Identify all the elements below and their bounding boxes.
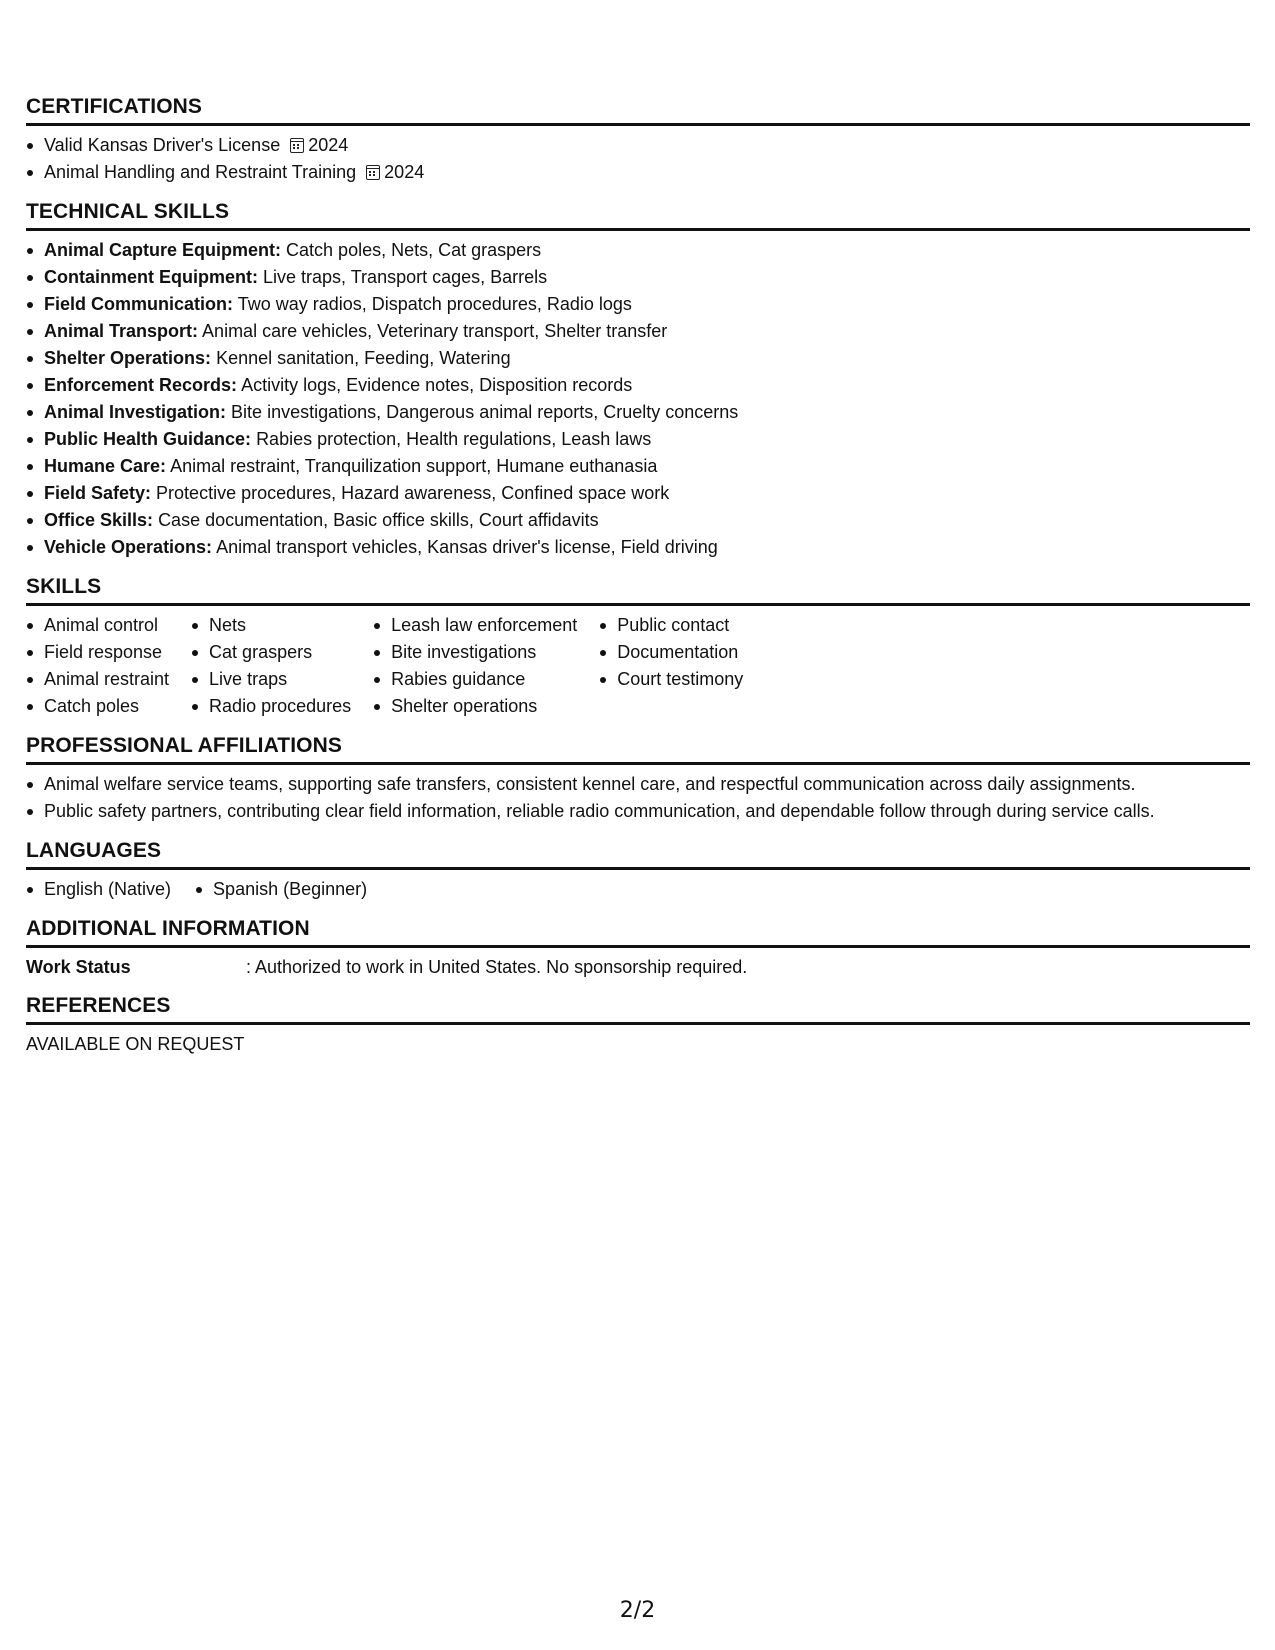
skill-value: Animal transport vehicles, Kansas driver's license, Field driving: [216, 537, 718, 557]
info-row: [26, 954, 1250, 980]
affiliations-section: [26, 734, 1250, 825]
list-item: [26, 507, 1250, 534]
languages-heading: LANGUAGES: [26, 839, 1250, 870]
skill-label: Animal Capture Equipment:: [44, 240, 282, 260]
skill-label: Containment Equipment:: [44, 267, 258, 287]
list-item: Documentation: [599, 639, 743, 666]
skill-label: Office Skills:: [44, 510, 154, 530]
skills-heading: SKILLS: [26, 575, 1250, 606]
list-item: Bite investigations: [373, 639, 577, 666]
list-item: [26, 264, 1250, 291]
technical-skills-list: [26, 237, 1250, 561]
languages-section: [26, 839, 1250, 903]
skill-label: Shelter Operations:: [44, 348, 212, 368]
skill-value: Case documentation, Basic office skills, Court affidavits: [158, 510, 599, 530]
list-item: Nets: [191, 612, 351, 639]
list-item: [26, 318, 1250, 345]
list-item: English (Native): [26, 876, 171, 903]
affiliations-heading: PROFESSIONAL AFFILIATIONS: [26, 734, 1250, 765]
skill-label: Public Health Guidance:: [44, 429, 252, 449]
list-item: [26, 372, 1250, 399]
calendar-icon: [290, 138, 304, 153]
list-item: Catch poles: [26, 693, 169, 720]
list-item: [26, 345, 1250, 372]
list-item: [26, 426, 1250, 453]
skill-value: Animal care vehicles, Veterinary transport, Shelter transfer: [202, 321, 668, 341]
list-item: [26, 291, 1250, 318]
skills-section: [26, 575, 1250, 720]
skills-column-1: [26, 612, 169, 720]
certifications-list: [26, 132, 1250, 186]
references-heading: REFERENCES: [26, 994, 1250, 1025]
certifications-heading: CERTIFICATIONS: [26, 95, 1250, 126]
technical-skills-section: [26, 200, 1250, 561]
info-value: : Authorized to work in United States. No sponsorship required.: [246, 957, 748, 977]
skills-column-3: [373, 612, 577, 720]
list-item: Leash law enforcement: [373, 612, 577, 639]
skill-value: Protective procedures, Hazard awareness, Confined space work: [156, 483, 670, 503]
list-item: Shelter operations: [373, 693, 577, 720]
certification-name: Valid Kansas Driver's License: [44, 135, 281, 155]
skill-value: Catch poles, Nets, Cat graspers: [286, 240, 542, 260]
references-section: [26, 994, 1250, 1057]
list-item: Rabies guidance: [373, 666, 577, 693]
list-item: [26, 453, 1250, 480]
languages-list: [26, 876, 1250, 903]
list-item: Spanish (Beginner): [195, 876, 367, 903]
list-item: Animal restraint: [26, 666, 169, 693]
list-item: Court testimony: [599, 666, 743, 693]
skill-value: Live traps, Transport cages, Barrels: [263, 267, 548, 287]
skill-value: Two way radios, Dispatch procedures, Radio logs: [237, 294, 632, 314]
page-number: 2/2: [619, 1598, 656, 1623]
list-item: Field response: [26, 639, 169, 666]
references-text: AVAILABLE ON REQUEST: [26, 1034, 245, 1054]
skill-label: Field Communication:: [44, 294, 233, 314]
skill-value: Activity logs, Evidence notes, Disposition records: [241, 375, 633, 395]
skills-column-2: [191, 612, 351, 720]
skill-value: Kennel sanitation, Feeding, Watering: [216, 348, 511, 368]
calendar-icon: [366, 165, 380, 180]
skill-value: Rabies protection, Health regulations, Leash laws: [256, 429, 652, 449]
skill-label: Animal Investigation:: [44, 402, 227, 422]
skill-value: Bite investigations, Dangerous animal reports, Cruelty concerns: [231, 402, 739, 422]
list-item: [26, 237, 1250, 264]
info-key: Work Status: [26, 957, 131, 977]
skill-label: Enforcement Records:: [44, 375, 238, 395]
resume-page: [26, 95, 1250, 1071]
list-item: Public contact: [599, 612, 743, 639]
list-item: Radio procedures: [191, 693, 351, 720]
skills-columns: [26, 612, 1250, 720]
technical-skills-heading: TECHNICAL SKILLS: [26, 200, 1250, 231]
skills-column-4: [599, 612, 743, 720]
list-item: Animal welfare service teams, supporting safe transfers, consistent kennel care, and respectful communication across daily assignments.: [26, 771, 1250, 798]
list-item: Live traps: [191, 666, 351, 693]
list-item: [26, 534, 1250, 561]
skill-label: Animal Transport:: [44, 321, 199, 341]
skill-value: Animal restraint, Tranquilization support, Humane euthanasia: [170, 456, 658, 476]
affiliations-list: [26, 771, 1250, 825]
skill-label: Field Safety:: [44, 483, 152, 503]
certifications-section: [26, 95, 1250, 186]
list-item: [26, 132, 1250, 159]
list-item: Animal control: [26, 612, 169, 639]
list-item: [26, 480, 1250, 507]
certification-year: 2024: [384, 162, 425, 182]
list-item: [26, 159, 1250, 186]
list-item: [26, 399, 1250, 426]
certification-year: 2024: [308, 135, 349, 155]
additional-info-heading: ADDITIONAL INFORMATION: [26, 917, 1250, 948]
skill-label: Vehicle Operations:: [44, 537, 213, 557]
list-item: Cat graspers: [191, 639, 351, 666]
skill-label: Humane Care:: [44, 456, 167, 476]
additional-info-section: [26, 917, 1250, 980]
list-item: Public safety partners, contributing clear field information, reliable radio communication, and dependable follow through during service calls.: [26, 798, 1250, 825]
certification-name: Animal Handling and Restraint Training: [44, 162, 357, 182]
